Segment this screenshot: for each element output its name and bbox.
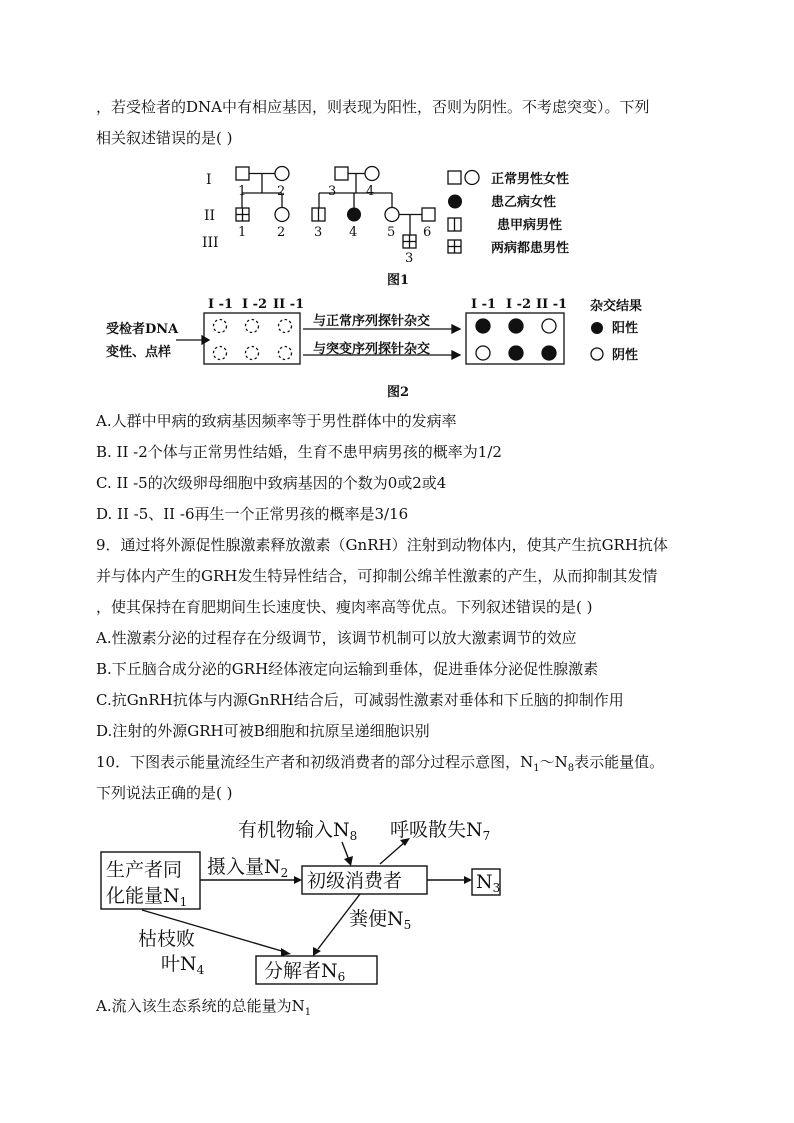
svg-text:叶N4: 叶$N_4$ xyxy=(161,953,205,977)
male-symbol xyxy=(335,167,348,180)
female-symbol xyxy=(385,208,399,222)
svg-text:呼吸散失N7: 呼吸散失$N_7$ xyxy=(390,819,491,843)
num: 1 xyxy=(238,225,247,240)
col-label: II -1 xyxy=(536,297,568,312)
female-symbol xyxy=(275,167,289,181)
left-label-1: 受检者DNA xyxy=(106,322,179,337)
positive-dot xyxy=(542,346,556,360)
num: 2 xyxy=(277,225,286,240)
left-label-2: 变性、点样 xyxy=(106,345,172,360)
consumer-label: 初级消费者 xyxy=(307,870,403,892)
num: 4 xyxy=(349,225,358,240)
producer-label-2: 化能量N xyxy=(106,885,180,907)
q8-option-b: B. II -2个体与正常男性结婚，生育不患甲病男孩的概率为1/2 xyxy=(96,443,502,461)
legend-disease-a-male: 患甲病男性 xyxy=(497,218,563,233)
intro-line-2: 相关叙述错误的是( ) xyxy=(96,129,233,147)
num: 6 xyxy=(423,225,432,240)
disease-b-female-symbol xyxy=(347,208,361,222)
num: 1 xyxy=(238,184,247,199)
fig1-caption: 图1 xyxy=(387,273,410,288)
female-symbol xyxy=(365,167,379,181)
arrow2-label: 与突变序列探针杂交 xyxy=(313,342,431,357)
producer-label-1: 生产者同 xyxy=(106,859,183,881)
feces-label: 粪便N xyxy=(349,908,404,930)
num: 4 xyxy=(366,184,375,199)
litter-label-2: 叶N xyxy=(161,953,197,975)
col-label: I -1 xyxy=(208,297,234,312)
svg-text:有机物输入N8: 有机物输入$N_8$ xyxy=(238,819,358,843)
q9-stem-1: 9．通过将外源促性腺激素释放激素（GnRH）注射到动物体内，使其产生抗GRH抗体 xyxy=(96,536,668,554)
col-label: I -2 xyxy=(506,297,532,312)
hybridization-figure xyxy=(0,292,794,382)
q9-option-b: B.下丘脑合成分泌的GRH经体液定向运输到垂体，促进垂体分泌促性腺激素 xyxy=(96,660,599,678)
num: 3 xyxy=(314,225,323,240)
gen-label-iii: III xyxy=(202,235,219,251)
svg-text:N3: $N_3$ xyxy=(476,871,501,895)
q9-option-d: D.注射的外源GRH可被B细胞和抗原呈递细胞识别 xyxy=(96,722,430,740)
q8-option-d: D. II -5、II -6再生一个正常男孩的概率是3/16 xyxy=(96,505,409,523)
q9-stem-3: ，使其保持在育肥期间生长速度快、瘦肉率高等优点。下列叙述错误的是( ) xyxy=(96,598,593,616)
negative-dot xyxy=(542,319,556,333)
svg-text:化能量N1: 化能量$N_1$ xyxy=(106,885,188,909)
male-symbol xyxy=(422,208,435,221)
result-title: 杂交结果 xyxy=(590,299,643,314)
q10-stem-1: 10．下图表示能量流经生产者和初级消费者的部分过程示意图，$N_1\sim N_8$表示能量值。 xyxy=(96,753,665,774)
legend-positive: 阳性 xyxy=(612,321,639,336)
q9-option-a: A.性激素分泌的过程存在分级调节，该调节机制可以放大激素调节的效应 xyxy=(96,629,577,647)
q10-option-a: A.流入该生态系统的总能量为$N_1$ xyxy=(96,997,312,1018)
num: 3 xyxy=(328,184,337,199)
num: 2 xyxy=(277,184,286,199)
n3-label: N xyxy=(476,871,493,893)
col-label: I -1 xyxy=(471,297,497,312)
legend-normal: 正常男性女性 xyxy=(491,172,570,187)
gen-label-i: I xyxy=(206,172,212,188)
female-symbol xyxy=(275,208,289,222)
pedigree-figure xyxy=(0,162,794,272)
fig2-caption: 图2 xyxy=(387,385,410,400)
intake-label: 摄入量N xyxy=(207,856,281,878)
svg-text:粪便N5: 粪便$N_5$ xyxy=(349,908,412,932)
col-label: II -1 xyxy=(273,297,305,312)
legend-two-diseases: 两病都患男性 xyxy=(491,241,570,256)
decomposer-label: 分解者N xyxy=(264,960,338,982)
negative-dot xyxy=(476,346,490,360)
gen-label-ii: II xyxy=(204,208,216,224)
input-label: 有机物输入N xyxy=(238,819,350,841)
respire-label: 呼吸散失N xyxy=(390,819,483,841)
positive-dot xyxy=(509,346,523,360)
positive-dot xyxy=(509,319,523,333)
q10-stem-2: 下列说法正确的是( ) xyxy=(96,784,233,802)
intro-line-1: ，若受检者的DNA中有相应基因，则表现为阳性，否则为阴性。不考虑突变）。下列 xyxy=(96,98,650,116)
svg-text:摄入量N2: 摄入量$N_2$ xyxy=(207,856,289,880)
num: 3 xyxy=(405,251,414,266)
q8-option-a: A.人群中甲病的致病基因频率等于男性群体中的发病率 xyxy=(96,412,457,430)
num: 5 xyxy=(387,225,396,240)
q8-option-c: C. II -5的次级卵母细胞中致病基因的个数为0或2或4 xyxy=(96,474,447,492)
positive-dot xyxy=(476,319,490,333)
energy-flow-diagram xyxy=(0,812,794,992)
q9-stem-2: 并与体内产生的GRH发生特异性结合，可抑制公绵羊性激素的产生，从而抑制其发情 xyxy=(96,567,658,585)
legend-disease-b-female: 患乙病女性 xyxy=(491,195,557,210)
svg-text:分解者N6: 分解者$N_6$ xyxy=(264,960,346,984)
male-symbol xyxy=(236,167,249,180)
result-dots xyxy=(476,319,556,360)
col-label: I -2 xyxy=(242,297,268,312)
arrow1-label: 与正常序列探针杂交 xyxy=(313,314,431,329)
litter-label-1: 枯枝败 xyxy=(138,928,196,950)
q9-option-c: C.抗GnRH抗体与内源GnRH结合后，可减弱性激素对垂体和下丘脑的抑制作用 xyxy=(96,691,624,709)
legend-negative: 阴性 xyxy=(612,348,639,363)
